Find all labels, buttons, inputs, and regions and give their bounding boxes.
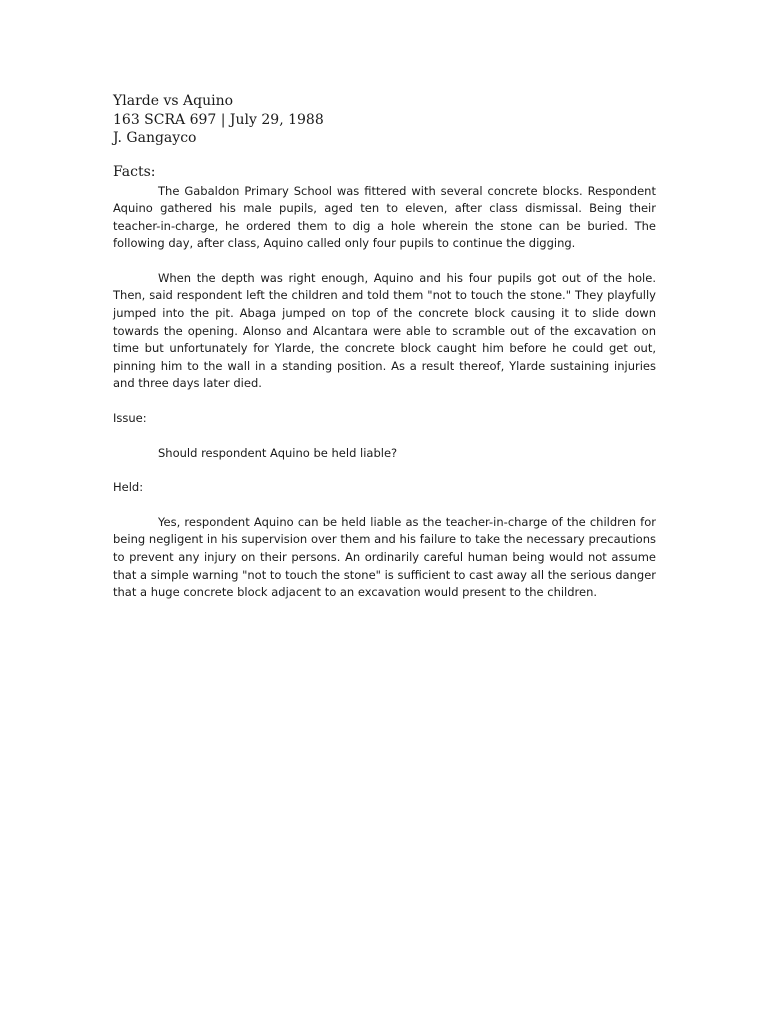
- case-title: Ylarde vs Aquino: [113, 93, 234, 109]
- issue-heading: Issue:: [113, 411, 147, 426]
- case-citation: 163 SCRA 697 | July 29, 1988: [113, 111, 324, 128]
- document-page: [113, 92, 656, 602]
- issue-question: Should respondent Aquino be held liable?: [158, 445, 398, 460]
- held-paragraph: Yes, respondent Aquino can be held liable as the teacher-in-charge of the children for being negligent in his supervision over them and his failure to take the necessary precautions to prevent any injury on their persons. An ordinarily careful human being would not assume that a simple warning "not to touch the stone" is sufficient to cast away all the serious danger that a huge concrete block adjacent to an excavation would present to the children.: [113, 514, 656, 600]
- facts-paragraph: The Gabaldon Primary School was fittered with several concrete blocks. Respondent Aquino gathered his male pupils, aged ten to eleven, after class dismissal. Being their teacher-in-charge, he ordered them to dig a hole wherein the stone can be buried. The following day, after class, Aquino called only four pupils to continue the digging.: [113, 183, 656, 251]
- held-heading: Held:: [113, 480, 144, 495]
- ponente: J. Gangayco: [113, 130, 197, 146]
- facts-paragraph: When the depth was right enough, Aquino and his four pupils got out of the hole. Then, said respondent left the children and told them "not to touch the stone." They playfully jumped into the pit. Abaga jumped on top of the concrete block causing it to slide down towards the opening. Alonso and Alcantara were able to scramble out of the excavation on time but unfortunately for Ylarde, the concrete block caught him before he could get out, pinning him to the wall in a standing position. As a result thereof, Ylarde sustaining injuries and three days later died.: [113, 270, 656, 391]
- facts-heading: Facts:: [113, 163, 156, 180]
